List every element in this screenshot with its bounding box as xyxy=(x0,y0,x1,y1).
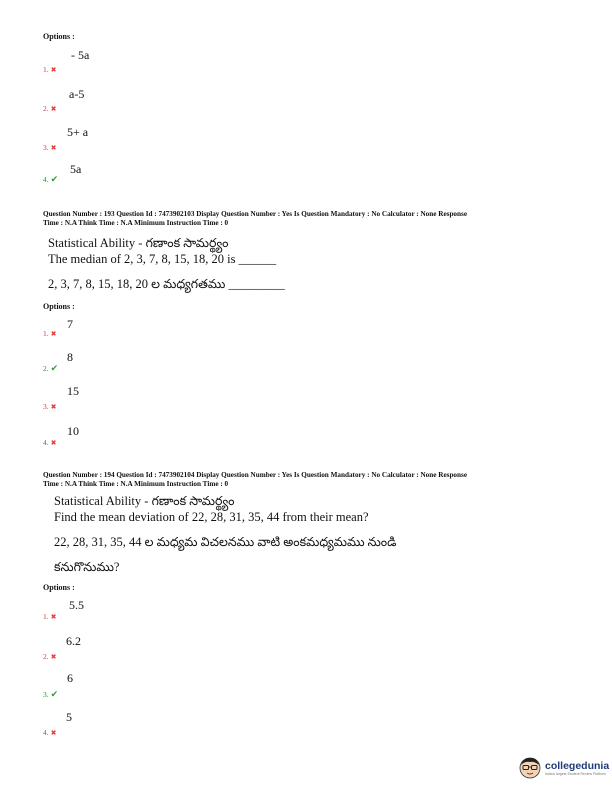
question-text: Find the mean deviation of 22, 28, 31, 35, 44 from their mean? xyxy=(54,510,369,524)
collegedunia-logo xyxy=(518,756,609,780)
question-text: The median of 2, 3, 7, 8, 15, 18, 20 is ______ xyxy=(48,252,277,266)
option-text: 5.5 xyxy=(69,598,84,612)
question-text-telugu-cont: కనుగొనుము? xyxy=(54,560,120,574)
options-label: Options : xyxy=(43,583,75,592)
option-number: 3. ✔ xyxy=(43,689,59,699)
cross-icon: ✖ xyxy=(50,144,57,152)
question-text-telugu: 2, 3, 7, 8, 15, 18, 20 ల మధ్యగతము _________ xyxy=(48,277,285,291)
option-text: 5+ a xyxy=(67,125,89,139)
cross-icon: ✖ xyxy=(50,105,57,113)
check-icon: ✔ xyxy=(50,174,59,184)
cross-icon: ✖ xyxy=(50,403,57,411)
option-text: 10 xyxy=(67,424,79,438)
question-text-telugu: 22, 28, 31, 35, 44 ల మధ్యమ విచలనము వాటి అంకమధ్యమము నుండి xyxy=(54,535,397,549)
option-text: 7 xyxy=(67,317,73,331)
option-number: 1. ✖ xyxy=(43,65,57,74)
option-number: 2. ✔ xyxy=(43,363,59,373)
options-label: Options : xyxy=(43,32,75,41)
cross-icon: ✖ xyxy=(50,613,57,621)
option-number: 1. ✖ xyxy=(43,612,57,621)
option-text: 8 xyxy=(67,350,73,364)
question-title: Statistical Ability - గణాంక సామర్థ్యం xyxy=(48,236,229,250)
question-title: Statistical Ability - గణాంక సామర్థ్యం xyxy=(54,494,235,508)
question-meta: Question Number : 194 Question Id : 7473902104 Display Question Number : Yes Is Question Mandatory : No Calculator : None Response Time : N.A Think Time : N.A Minimum Instruction Time : 0 xyxy=(43,471,468,488)
option-number: 1. ✖ xyxy=(43,329,57,338)
question-meta: Question Number : 193 Question Id : 7473902103 Display Question Number : Yes Is Question Mandatory : No Calculator : None Response Time : N.A Think Time : N.A Minimum Instruction Time : 0 xyxy=(43,210,468,227)
cross-icon: ✖ xyxy=(50,653,57,661)
option-number: 2. ✖ xyxy=(43,652,57,661)
cross-icon: ✖ xyxy=(50,439,57,447)
option-number: 2. ✖ xyxy=(43,104,57,113)
option-number: 4. ✔ xyxy=(43,174,59,184)
option-number: 3. ✖ xyxy=(43,143,57,152)
option-number: 3. ✖ xyxy=(43,402,57,411)
option-text: 6 xyxy=(67,671,73,685)
options-label: Options : xyxy=(43,302,75,311)
mascot-icon xyxy=(518,756,542,780)
option-text: - 5a xyxy=(71,48,90,62)
option-number: 4. ✖ xyxy=(43,438,57,447)
option-text: 15 xyxy=(67,384,79,398)
option-text: 6.2 xyxy=(66,634,81,648)
cross-icon: ✖ xyxy=(50,330,57,338)
option-text: 5 xyxy=(66,710,72,724)
option-number: 4. ✖ xyxy=(43,728,57,737)
check-icon: ✔ xyxy=(50,363,59,373)
cross-icon: ✖ xyxy=(50,66,57,74)
option-text: a-5 xyxy=(69,87,85,101)
logo-name: collegedunia xyxy=(545,760,610,772)
check-icon: ✔ xyxy=(50,689,59,699)
cross-icon: ✖ xyxy=(50,729,57,737)
logo-tagline: India's largest Student Review Platform xyxy=(545,772,606,776)
option-text: 5a xyxy=(70,162,82,176)
